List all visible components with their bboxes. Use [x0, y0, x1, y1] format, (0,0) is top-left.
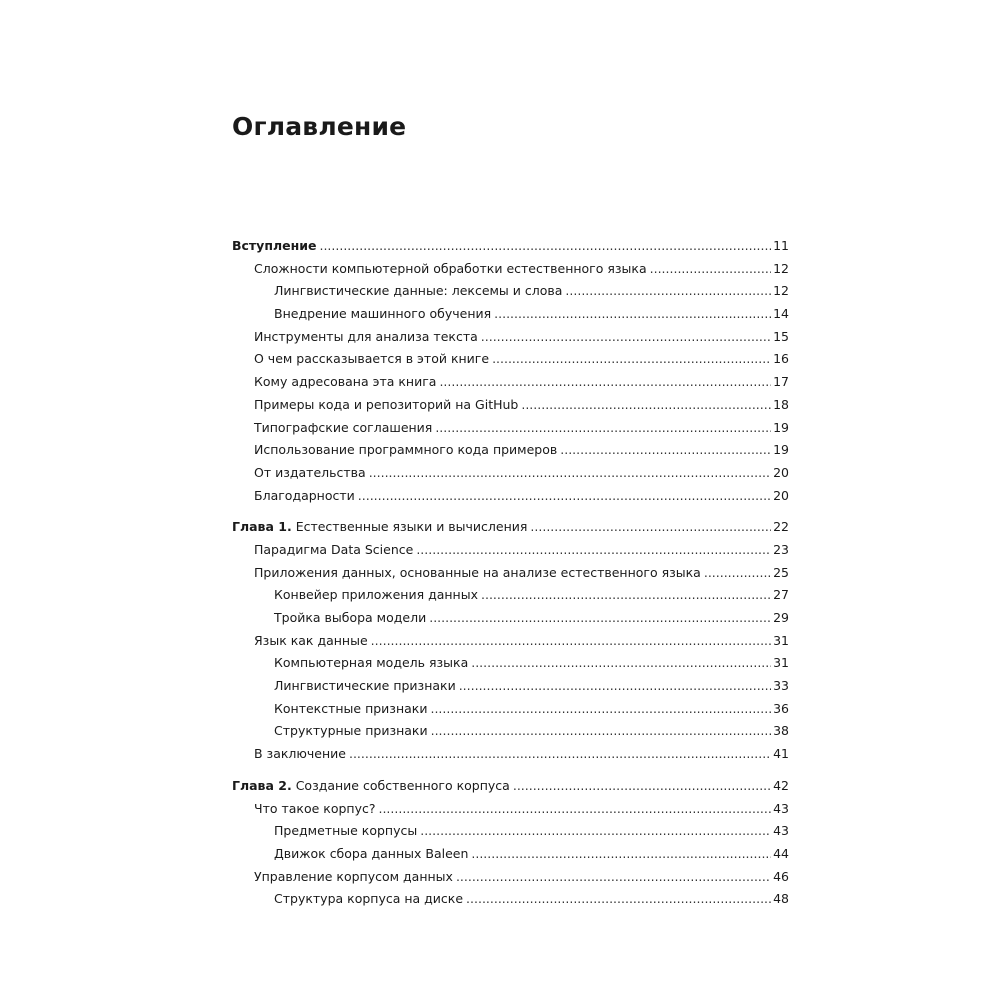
toc-dot-leader [429, 607, 771, 630]
toc-page-number: 16 [773, 351, 789, 367]
toc-entry-title: Вступление [232, 238, 317, 253]
toc-entry-title: Использование программного кода примеров [254, 442, 558, 458]
toc-dot-leader [378, 798, 771, 821]
toc-entry-label [274, 675, 456, 698]
toc-entry-label [254, 348, 489, 371]
toc-entry-label [254, 630, 368, 653]
toc-entry-label [254, 462, 366, 485]
toc-entry[interactable] [232, 798, 789, 821]
toc-dot-leader [521, 394, 771, 417]
toc-entry-title: Благодарности [254, 487, 355, 503]
toc-entry[interactable] [232, 607, 789, 630]
toc-page-number: 20 [773, 464, 789, 480]
toc-entry-title: Тройка выбора модели [274, 610, 427, 625]
toc-dot-leader [466, 888, 771, 911]
toc-entry-label [254, 743, 346, 766]
toc-page-number: 46 [773, 868, 789, 884]
toc-page-number: 23 [773, 541, 789, 557]
toc-entry-title: Структурные признаки [274, 723, 428, 739]
toc-entry[interactable] [232, 439, 789, 462]
toc-entry-label [254, 539, 413, 562]
toc-entry-title: Приложения данных, основанные на анализе естественного языка [254, 564, 701, 580]
toc-entry-label [254, 439, 557, 462]
toc-entry-title: Язык как данные [254, 632, 368, 648]
toc-entry-title: Конвейер приложения данных [274, 587, 478, 603]
toc-dot-leader [530, 516, 771, 539]
toc-dot-leader [431, 720, 771, 743]
page-title: Оглавление [232, 112, 407, 141]
toc-dot-leader [420, 820, 771, 843]
toc-page-number: 31 [773, 655, 789, 671]
toc-dot-leader [513, 775, 771, 798]
toc-entry-title: Парадигма Data Science [254, 541, 414, 557]
toc-dot-leader [471, 843, 771, 866]
toc-dot-leader [704, 562, 771, 585]
toc-page-number: 15 [773, 328, 789, 344]
toc-entry-label [274, 607, 426, 630]
toc-entry[interactable] [232, 539, 789, 562]
toc-section [232, 235, 789, 507]
table-of-contents [232, 235, 789, 911]
toc-entry[interactable] [232, 866, 789, 889]
toc-dot-leader [456, 866, 771, 889]
toc-entry-label [254, 485, 355, 508]
toc-page-number: 18 [773, 396, 789, 412]
toc-page-number: 20 [773, 487, 789, 503]
toc-page-number: 44 [773, 845, 789, 861]
toc-entry[interactable] [232, 417, 789, 440]
toc-dot-leader [650, 258, 771, 281]
toc-dot-leader [416, 539, 771, 562]
toc-entry[interactable] [232, 394, 789, 417]
toc-dot-leader [349, 743, 771, 766]
toc-entry[interactable] [232, 698, 789, 721]
toc-entry[interactable] [232, 584, 789, 607]
toc-entry-title: Внедрение машинного обучения [274, 306, 492, 322]
toc-dot-leader [565, 280, 771, 303]
toc-entry-label [274, 720, 428, 743]
toc-entry-title: Компьютерная модель языка [274, 655, 469, 671]
toc-entry-title: О чем рассказывается в этой книге [254, 351, 490, 367]
toc-dot-leader [369, 462, 771, 485]
toc-entry-label [232, 235, 316, 258]
toc-dot-leader [435, 417, 771, 440]
toc-entry-label [254, 326, 478, 349]
toc-entry-title: Лингвистические данные: лексемы и слова [274, 283, 563, 299]
toc-entry[interactable] [232, 485, 789, 508]
toc-dot-leader [358, 485, 771, 508]
toc-entry[interactable] [232, 280, 789, 303]
toc-entry-label [274, 820, 417, 843]
toc-page-number: 17 [773, 374, 789, 390]
toc-page-number: 27 [773, 587, 789, 603]
toc-entry-title: Предметные корпусы [274, 823, 418, 839]
toc-dot-leader [471, 652, 771, 675]
toc-entry-label [274, 280, 562, 303]
toc-entry[interactable] [232, 235, 789, 258]
toc-entry-title: Примеры кода и репозиторий на GitHub [254, 396, 519, 412]
toc-dot-leader [459, 675, 771, 698]
toc-entry-label [274, 888, 463, 911]
toc-page-number: 33 [773, 678, 789, 694]
toc-dot-leader [492, 348, 771, 371]
toc-dot-leader [560, 439, 771, 462]
toc-page-number: 11 [773, 238, 789, 253]
toc-entry-title: Лингвистические признаки [274, 678, 456, 694]
toc-entry[interactable] [232, 371, 789, 394]
toc-page-number: 25 [773, 564, 789, 580]
toc-section [232, 516, 789, 766]
toc-page-number: 31 [773, 632, 789, 648]
toc-section [232, 775, 789, 911]
toc-entry-label [274, 584, 478, 607]
toc-entry-label [232, 775, 510, 798]
toc-entry-label [274, 698, 427, 721]
toc-page-number: 19 [773, 442, 789, 458]
toc-entry-label [274, 303, 491, 326]
toc-entry[interactable] [232, 303, 789, 326]
toc-entry[interactable] [232, 720, 789, 743]
toc-page-number: 14 [773, 306, 789, 322]
toc-dot-leader [494, 303, 771, 326]
toc-chapter-number: Глава 2. [232, 777, 292, 793]
toc-entry-title: Создание собственного корпуса [295, 777, 510, 793]
toc-entry-label [254, 417, 432, 440]
toc-entry[interactable] [232, 516, 789, 539]
toc-entry[interactable] [232, 820, 789, 843]
toc-entry-label [274, 843, 468, 866]
toc-entry[interactable] [232, 348, 789, 371]
toc-page-number: 29 [773, 610, 789, 625]
toc-entry[interactable] [232, 562, 789, 585]
toc-entry-title: Инструменты для анализа текста [254, 328, 478, 344]
toc-entry[interactable] [232, 630, 789, 653]
toc-entry-label [232, 516, 527, 539]
toc-chapter-number: Глава 1. [232, 519, 292, 535]
toc-entry-title: Структура корпуса на диске [274, 891, 464, 907]
toc-page-number: 36 [773, 700, 789, 716]
toc-page-number: 43 [773, 800, 789, 816]
toc-entry-title: Сложности компьютерной обработки естественного языка [254, 260, 647, 276]
toc-entry-title: Движок сбора данных Baleen [274, 845, 469, 861]
toc-page-number: 12 [773, 260, 789, 276]
toc-page-number: 48 [773, 891, 789, 907]
toc-page-number: 43 [773, 823, 789, 839]
toc-dot-leader [319, 235, 771, 258]
toc-page-number: 12 [773, 283, 789, 299]
toc-entry-title: В заключение [254, 746, 346, 762]
toc-entry-label [254, 866, 453, 889]
toc-entry[interactable] [232, 258, 789, 281]
toc-entry-title: Кому адресована эта книга [254, 374, 437, 390]
toc-entry[interactable] [232, 888, 789, 911]
toc-entry-label [254, 798, 375, 821]
toc-entry[interactable] [232, 675, 789, 698]
toc-dot-leader [439, 371, 771, 394]
toc-entry-title: Управление корпусом данных [254, 868, 453, 884]
toc-entry-title: От издательства [254, 464, 366, 480]
toc-entry-title: Что такое корпус? [254, 800, 376, 816]
toc-entry-label [254, 394, 518, 417]
toc-page-number: 38 [773, 723, 789, 739]
toc-entry-label [274, 652, 468, 675]
toc-entry[interactable] [232, 743, 789, 766]
toc-dot-leader [481, 326, 771, 349]
toc-entry-label [254, 258, 647, 281]
toc-entry[interactable] [232, 843, 789, 866]
toc-entry[interactable] [232, 326, 789, 349]
toc-page-number: 42 [773, 777, 789, 793]
toc-entry-label [254, 371, 436, 394]
toc-dot-leader [430, 698, 771, 721]
toc-page-number: 41 [773, 746, 789, 762]
toc-entry-title: Типографские соглашения [254, 419, 433, 435]
toc-dot-leader [371, 630, 771, 653]
toc-entry-title: Естественные языки и вычисления [295, 519, 528, 535]
toc-entry[interactable] [232, 652, 789, 675]
toc-page-number: 22 [773, 519, 789, 535]
toc-entry-label [254, 562, 701, 585]
toc-page-number: 19 [773, 419, 789, 435]
toc-entry[interactable] [232, 775, 789, 798]
toc-entry[interactable] [232, 462, 789, 485]
toc-entry-title: Контекстные признаки [274, 700, 428, 716]
toc-dot-leader [481, 584, 771, 607]
